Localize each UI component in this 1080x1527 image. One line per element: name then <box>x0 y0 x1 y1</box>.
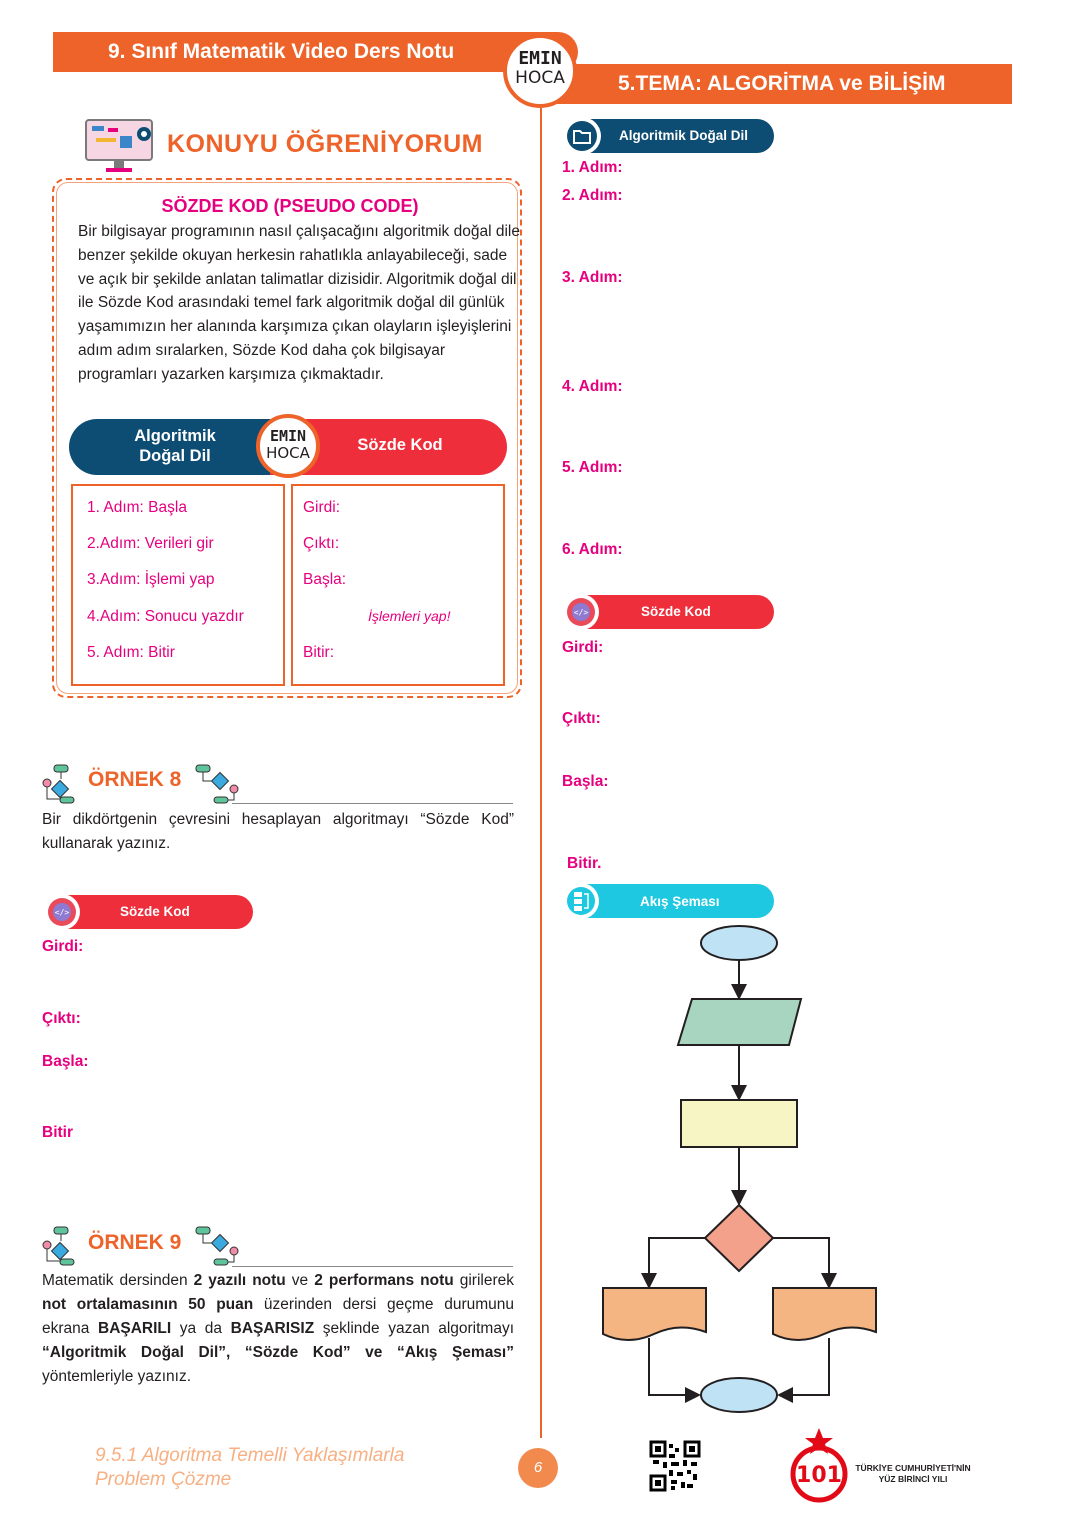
header-right-banner <box>540 64 1012 104</box>
code-line: Çıktı: <box>303 535 340 552</box>
pseudo-box-paragraph: Bir bilgisayar programının nasıl çalışacağını algoritmik doğal dile benzer şekilde okuyan herkesin rahatlıkla anlayabileceği, sade ve açık bir şekilde anlatan talimatlar dizisidir. Algoritmik doğal dil ile Sözde Kod arasındaki temel fark algoritmik doğal dil günlük yaşamımızın her alanında karşımıza çıkan olayların işleyişlerini adım adım sıralarken, Sözde Kod daha çok bilgisayar programları yazarken karşımıza çıkmaktadır. <box>78 223 520 383</box>
right-cikti: Çıktı: <box>562 710 601 727</box>
example-9-text: Matematik dersinden 2 yazılı notu ve 2 performans notu girilerek not ortalamasının 50 puan üzerinden dersi geçme durumunu ekrana BAŞARILI ya da BAŞARISIZ şeklinde yazan algoritmayı “Algoritmik Doğal Dil”, “Sözde Kod” ve “Akış Şeması” yöntemleriyle yazınız. <box>42 1272 515 1385</box>
turkey-101-caption: TÜRKİYE CUMHURİYETİ'NİN YÜZ BİRİNCİ YILI <box>855 1463 971 1484</box>
code-gear-icon <box>43 893 81 931</box>
flowchart-diagram <box>596 920 882 1425</box>
flow-end-oval <box>701 1378 777 1412</box>
right-code-tag-label: Sözde Kod <box>641 604 711 619</box>
flow-process-rect <box>681 1100 797 1147</box>
example-8-text: Bir dikdörtgenin çevresini hesaplayan algoritmayı “Sözde Kod” kullanarak yazınız. <box>42 811 514 852</box>
code-line: Bitir: <box>303 644 334 661</box>
algo-step: 4.Adım: Sonucu yazdır <box>87 608 244 625</box>
flow-start-oval <box>701 926 777 960</box>
svg-text:</>: </> <box>54 908 70 917</box>
emin-hoca-logo-small: EMIN HOCA <box>256 414 320 478</box>
flowchart-deco-icon <box>194 1225 240 1267</box>
flow-decision-diamond <box>705 1205 773 1271</box>
algo-step: 1. Adım: Başla <box>87 499 187 516</box>
right-step: 6. Adım: <box>562 541 623 558</box>
ex8-basla: Başla: <box>42 1053 89 1070</box>
qr-code-icon <box>649 1440 701 1492</box>
header-right-title: 5.TEMA: ALGORİTMA ve BİLİŞİM <box>618 72 946 95</box>
right-step: 3. Adım: <box>562 269 623 286</box>
flow-output-document-right <box>773 1288 876 1340</box>
algo-step: 3.Adım: İşlemi yap <box>87 571 215 588</box>
right-bitir: Bitir. <box>567 855 602 872</box>
header-left-title: 9. Sınıf Matematik Video Ders Notu <box>108 40 455 63</box>
pseudocode-header-label: Sözde Kod <box>357 436 443 454</box>
example-8-code-tag-label: Sözde Kod <box>120 904 190 919</box>
ex8-cikti: Çıktı: <box>42 1010 81 1027</box>
algo-step: 2.Adım: Verileri gir <box>87 535 214 552</box>
flowchart-deco-icon <box>42 1225 84 1267</box>
page-number: 6 <box>518 1448 558 1488</box>
example-8-underline <box>232 803 513 804</box>
footer-topic: 9.5.1 Algoritma Temelli Yaklaşımlarla Problem Çözme <box>95 1445 405 1490</box>
flow-output-document-left <box>603 1288 706 1340</box>
code-line: Başla: <box>303 571 347 588</box>
ex8-girdi: Girdi: <box>42 938 84 955</box>
example-9-underline <box>232 1266 513 1267</box>
code-gear-icon <box>562 593 600 631</box>
emblem-number: 101 <box>796 1463 842 1488</box>
pseudo-box-title: SÖZDE KOD (PSEUDO CODE) <box>161 196 419 216</box>
right-step: 1. Adım: <box>562 159 623 176</box>
flow-input-parallelogram <box>678 999 801 1045</box>
ex8-bitir: Bitir <box>42 1124 73 1141</box>
column-divider <box>540 108 542 1438</box>
right-basla: Başla: <box>562 773 609 790</box>
right-step: 2. Adım: <box>562 187 623 204</box>
example-9-label: ÖRNEK 9 <box>88 1231 182 1254</box>
header-left-banner <box>53 32 578 72</box>
section-title: KONUYU ÖĞRENİYORUM <box>167 130 483 158</box>
algo-natural-language-tag-label: Algoritmik Doğal Dil <box>619 128 749 143</box>
right-girdi: Girdi: <box>562 639 604 656</box>
flow-arrow <box>773 1238 829 1285</box>
emin-hoca-logo: EMIN HOCA <box>503 34 577 108</box>
flowchart-deco-icon <box>194 763 240 805</box>
flow-arrow <box>649 1338 697 1395</box>
algorithm-header-label: Algoritmik Doğal Dil <box>134 427 216 465</box>
folder-icon <box>562 116 602 156</box>
flowchart-icon <box>562 882 600 920</box>
code-line: Girdi: <box>303 499 341 516</box>
computer-icon <box>84 118 160 174</box>
right-step: 4. Adım: <box>562 378 623 395</box>
turkey-101-emblem <box>786 1428 852 1504</box>
flowchart-deco-icon <box>42 763 84 805</box>
flow-arrow <box>781 1338 829 1395</box>
right-step: 5. Adım: <box>562 459 623 476</box>
code-line: İşlemleri yap! <box>368 608 451 624</box>
flow-arrow <box>649 1238 705 1285</box>
example-8-label: ÖRNEK 8 <box>88 768 182 791</box>
algo-step: 5. Adım: Bitir <box>87 644 175 661</box>
flowchart-tag-label: Akış Şeması <box>640 894 720 909</box>
svg-text:</>: </> <box>573 608 589 617</box>
